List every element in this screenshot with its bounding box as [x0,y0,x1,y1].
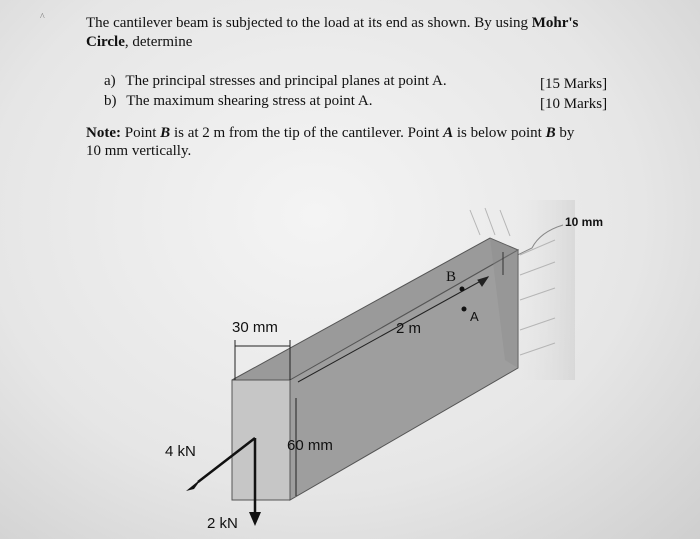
note-line-2: 10 mm vertically. [86,143,192,159]
note-text-4: by [555,125,575,141]
determine-text: , determine [124,34,193,50]
label-4kn: 4 kN [165,443,196,460]
part-b-text: The maximum shearing stress at point A. [126,93,373,109]
note-label: Note: [86,125,121,141]
part-a-text: The principal stresses and principal planes at point A. [125,73,447,89]
part-b-label: b) [104,93,117,109]
mohrs-word: Mohr's [531,15,579,31]
part-b-marks: [10 Marks] [540,96,608,112]
arrow-4kn-head [186,478,202,491]
note-point-b: B [160,125,171,141]
part-a-marks: [15 Marks] [540,76,608,92]
corner-caret: ^ [40,12,45,23]
label-point-b: B [446,269,457,285]
note-text-1: Point [124,125,161,141]
circle-word: Circle [86,34,125,50]
point-b-marker [460,287,465,292]
note-text-3: is below point [453,125,546,141]
label-10mm: 10 mm [565,215,604,229]
point-a-marker [462,307,467,312]
label-2m: 2 m [396,320,422,337]
beam-front-face [232,380,290,500]
label-60mm: 60 mm [287,437,333,454]
arrow-2kn-head [249,512,261,526]
note-point-a: A [443,125,454,141]
label-30mm: 30 mm [232,319,278,336]
label-point-a: A [470,309,479,324]
note-text-2: is at 2 m from the tip of the cantilever. Point [170,125,444,141]
label-2kn: 2 kN [207,515,238,532]
part-a-label: a) [104,73,116,89]
intro-text: The cantilever beam is subjected to the load at its end as shown. By using [86,15,532,31]
note-point-b2: B [545,125,556,141]
